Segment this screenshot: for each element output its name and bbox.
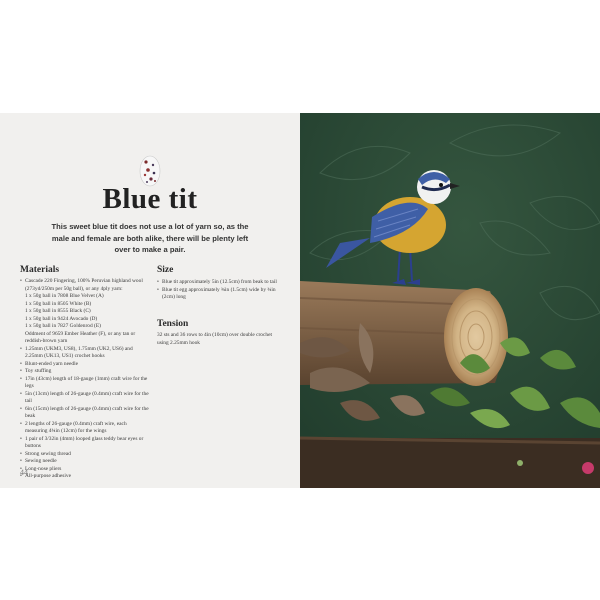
size-heading: Size — [157, 265, 174, 275]
materials-item: • Blunt-ended yarn needle — [20, 361, 150, 369]
materials-item: 1 x 50g ball in 7808 Blue Velvet (A) — [25, 293, 104, 299]
book-spread — [0, 113, 600, 488]
size-item: • Blue tit approximately 5in (12.5cm) from beak to tail — [157, 279, 277, 285]
materials-list — [20, 278, 150, 481]
materials-item: • 1.25mm (UKM3, US8), 1.75mm (UK2, US6) and 2.25mm (UK13, US1) crochet hooks — [20, 346, 150, 361]
page-number: 44 — [20, 468, 28, 477]
page-title: Blue tit — [102, 183, 198, 215]
materials-item: • Sewing needle — [20, 458, 150, 466]
materials-item: • 17in (43cm) length of 18-gauge (1mm) craft wire for the legs — [20, 376, 150, 391]
left-page — [0, 113, 300, 488]
intro-text: This sweet blue tit does not use a lot of yarn so, as the male and female are both alike, there will be plenty left over to make a pair. — [51, 222, 249, 254]
materials-item: • Toy stuffing — [20, 368, 150, 376]
materials-item: 1 x 50g ball in 7827 Goldenrod (E) — [25, 323, 101, 329]
materials-item: • Strong sewing thread — [20, 451, 150, 459]
materials-item: • Long-nose pliers — [20, 466, 150, 474]
materials-item: • 1 pair of 3/32in (4mm) looped glass teddy bear eyes or buttons — [20, 436, 150, 451]
materials-item: 1 x 50g ball in 8505 White (B) — [25, 300, 92, 307]
materials-item: 1 x 50g ball in 8555 Black (C) — [25, 308, 91, 314]
size-item: • Blue tit egg approximately ¾in (1.5cm) wide by ¾in (2cm) long — [157, 286, 276, 300]
materials-item: • 2 lengths of 26-gauge (0.4mm) craft wire, each measuring 4¾in (12cm) for the wings — [20, 421, 150, 436]
materials-item: • Cascade 220 Fingering, 100% Peruvian highland wool (273yd/250m per 50g ball), or any 4ply yarn: — [20, 278, 150, 293]
materials-item: Oddment of 9659 Ember Heather (F), or any tan or reddish-brown yarn — [25, 330, 136, 344]
materials-item: • 6in (15cm) length of 26-gauge (0.4mm) craft wire for the beak — [20, 406, 150, 421]
materials-heading: Materials — [20, 265, 60, 275]
tension-heading: Tension — [157, 319, 189, 329]
tension-text: 32 sts and 36 rows to 4in (10cm) over double crochet using 2.25mm hook — [157, 332, 272, 346]
materials-item: • 5in (13cm) length of 26-gauge (0.4mm) craft wire for the tail — [20, 391, 150, 406]
bird-photo — [300, 113, 600, 488]
materials-item: • All-purpose adhesive — [20, 473, 150, 481]
photo-illustration — [300, 113, 600, 488]
materials-item: 1 x 50g ball in 9424 Avocado (D) — [25, 315, 98, 322]
size-list — [157, 279, 281, 302]
